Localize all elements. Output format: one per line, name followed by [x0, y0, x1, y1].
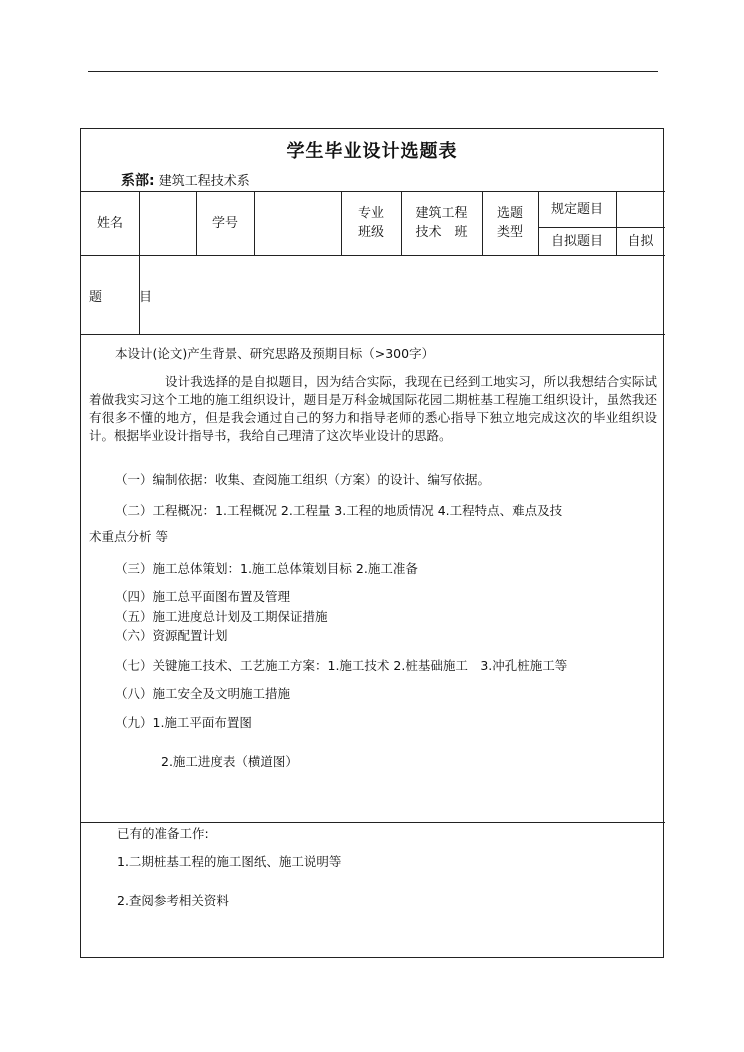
name-field[interactable] — [139, 191, 196, 255]
preparation-item-2: 2.查阅参考相关资料 — [117, 893, 229, 908]
class-value[interactable] — [401, 191, 482, 255]
type-option-self-mark[interactable]: 自拟 — [627, 233, 654, 249]
student-id-label: 学号 — [211, 215, 238, 231]
plan-item-2: （二）工程概况：1.工程概况 2.工程量 3.工程的地质情况 4.工程特点、难点及技 — [115, 503, 563, 518]
plan-item-4: （四）施工总平面图布置及管理 — [115, 589, 291, 604]
header-rule — [88, 71, 658, 72]
type-option-assigned: 规定题目 — [550, 201, 603, 217]
background-paragraph: 设计我选择的是自拟题目，因为结合实际，我现在已经到工地实习，所以我想结合实际试着做我实习这个工地的施工组织设计，题目是万科金城国际花园二期桩基工程施工组织设计，虽然我还有很多不懂的地方，但是我会通过自己的努力和指导老师的悉心指导下独立地完成这次的毕业组织设计。根据毕业设计指导书，我给自己理清了这次毕业设计的思路。 — [89, 374, 657, 443]
plan-item-3: （三）施工总体策划：1.施工总体策划目标 2.施工准备 — [115, 561, 418, 576]
topic-label: 题 目 — [89, 290, 165, 305]
type-option-self: 自拟题目 — [550, 233, 603, 249]
plan-item-1: （一）编制依据：收集、查阅施工组织（方案）的设计、编写依据。 — [115, 472, 491, 487]
type-option-assigned-mark[interactable] — [616, 191, 665, 227]
form-title: 学生毕业设计选题表 — [286, 141, 458, 162]
topic-row-bottom-border — [81, 334, 665, 335]
department-line — [121, 170, 250, 190]
preparation-heading: 已有的准备工作: — [117, 826, 209, 841]
name-label: 姓名 — [96, 215, 123, 231]
topic-type-label — [482, 191, 538, 255]
plan-item-9-sub: 2.施工进度表（横道图） — [161, 754, 298, 769]
department-label: 系部: — [121, 173, 155, 189]
plan-item-7: （七）关键施工技术、工艺施工方案：1.施工技术 2.桩基础施工 3.冲孔桩施工等 — [115, 658, 568, 673]
class-label-line1: 专业 — [357, 206, 384, 221]
plan-item-9: （九）1.施工平面布置图 — [115, 715, 252, 730]
plan-item-8: （八）施工安全及文明施工措施 — [115, 686, 291, 701]
preparation-item-1: 1.二期桩基工程的施工图纸、施工说明等 — [117, 854, 342, 869]
student-id-field[interactable] — [254, 191, 341, 255]
plan-item-5: （五）施工进度总计划及工期保证措施 — [115, 609, 328, 624]
plan-item-6: （六）资源配置计划 — [115, 628, 228, 643]
department-value: 建筑工程技术系 — [158, 174, 250, 189]
topic-type-label-line1: 选题 — [496, 206, 523, 221]
background-section-bottom-border — [81, 822, 665, 823]
selection-form — [80, 128, 664, 958]
class-label — [341, 191, 401, 255]
class-value-line1: 建筑工程 — [415, 206, 468, 221]
class-value-line2: 技术 班 — [415, 225, 468, 240]
topic-type-label-line2: 类型 — [496, 225, 523, 240]
plan-item-2-cont: 术重点分析 等 — [89, 529, 168, 544]
topic-field[interactable] — [139, 255, 665, 334]
class-label-line2: 班级 — [357, 225, 384, 240]
background-heading: 本设计(论文)产生背景、研究思路及预期目标（>300字） — [115, 346, 435, 361]
